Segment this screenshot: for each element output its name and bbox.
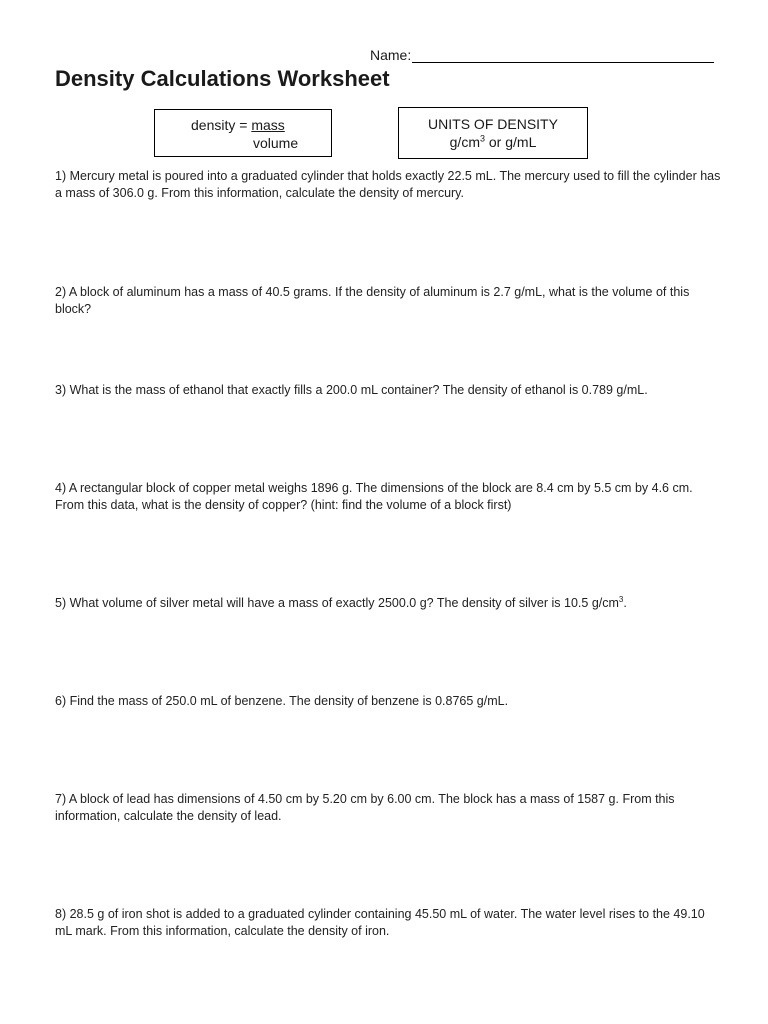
worksheet-title: Density Calculations Worksheet xyxy=(55,66,390,91)
question-1: 1) Mercury metal is poured into a graduated cylinder that holds exactly 22.5 mL. The mercury used to fill the cylinder has a mass of 306.0 g. From this information, calculate the density of mercury. xyxy=(55,169,721,200)
units-of-density-box xyxy=(398,107,588,159)
formula-numerator: mass xyxy=(251,117,285,133)
density-formula-box xyxy=(154,109,332,157)
formula-numerator-line xyxy=(191,116,285,134)
name-label: Name: xyxy=(370,47,412,63)
unit-gml: or g/mL xyxy=(485,134,537,150)
question-6: 6) Find the mass of 250.0 mL of benzene. The density of benzene is 0.8765 g/mL. xyxy=(55,694,509,708)
question-8: 8) 28.5 g of iron shot is added to a graduated cylinder containing 45.50 mL of water. The water level rises to the 49.10 mL mark. From this information, calculate the density of iron. xyxy=(55,907,705,938)
question-5-end: . xyxy=(623,596,627,610)
question-4: 4) A rectangular block of copper metal weighs 1896 g. The dimensions of the block are 8.4 cm by 5.5 cm by 4.6 cm. From this data, what is the density of copper? (hint: find the volume of a block first) xyxy=(55,481,693,512)
units-values xyxy=(399,133,587,151)
units-heading: UNITS OF DENSITY xyxy=(428,116,558,132)
formula-denominator: volume xyxy=(253,135,299,151)
unit-gcm: g/cm xyxy=(449,134,480,150)
unit-gcm-exponent: 3 xyxy=(479,133,485,144)
formula-left-side: density = xyxy=(191,117,252,133)
question-5-exponent: 3 xyxy=(618,594,624,604)
question-5-text: 5) What volume of silver metal will have a mass of exactly 2500.0 g? The density of silver is 10.5 g/cm xyxy=(55,596,619,610)
question-2: 2) A block of aluminum has a mass of 40.5 grams. If the density of aluminum is 2.7 g/mL, what is the volume of this block? xyxy=(55,285,690,316)
name-field[interactable] xyxy=(370,47,714,63)
question-3: 3) What is the mass of ethanol that exactly fills a 200.0 mL container? The density of ethanol is 0.789 g/mL. xyxy=(55,383,648,397)
question-7: 7) A block of lead has dimensions of 4.50 cm by 5.20 cm by 6.00 cm. The block has a mass of 1587 g. From this information, calculate the density of lead. xyxy=(55,792,675,823)
name-blank-line[interactable] xyxy=(412,47,714,63)
question-5 xyxy=(55,595,725,612)
